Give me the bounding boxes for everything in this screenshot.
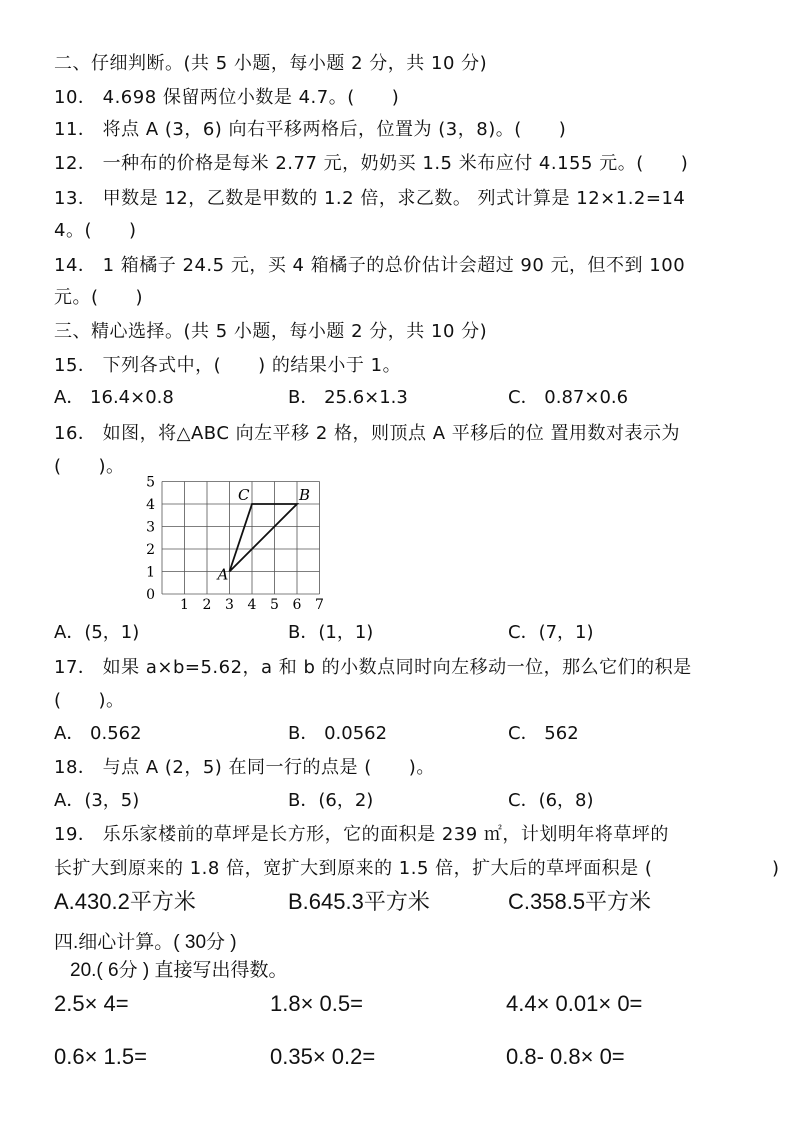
- question-19-close-paren: ): [772, 858, 780, 879]
- calc-item: 4.4× 0.01× 0=: [506, 991, 643, 1016]
- question-10: 10． 4.698 保留两位小数是 4.7。( ): [54, 87, 400, 108]
- question-17-option-c: C． 562: [508, 723, 579, 744]
- x-tick-label: 3: [225, 597, 234, 613]
- question-18-stem: 18． 与点 A (2，5) 在同一行的点是 ( )。: [54, 757, 435, 778]
- y-tick-label: 3: [146, 519, 155, 536]
- x-tick-label: 6: [292, 597, 302, 613]
- question-18-option-c: C．(6，8): [508, 790, 594, 811]
- question-15-stem: 15． 下列各式中，( ) 的结果小于 1。: [54, 355, 402, 376]
- question-16-option-c: C．(7，1): [508, 622, 594, 643]
- x-tick-label: 5: [270, 597, 279, 613]
- section-4-heading: 四.细心计算。( 30分 ): [54, 932, 237, 953]
- calc-item: 1.8× 0.5=: [270, 991, 363, 1016]
- question-20-title: 20.( 6分 ) 直接写出得数。: [70, 960, 288, 981]
- x-tick-label: 1: [180, 597, 189, 613]
- question-19-option-b: B.645.3平方米: [288, 889, 430, 914]
- section-2-heading: 二、仔细判断。(共 5 小题，每小题 2 分，共 10 分): [54, 53, 488, 74]
- question-18-option-b: B．(6，2): [288, 790, 374, 811]
- vertex-label-a: A: [217, 565, 229, 584]
- calc-item: 0.8- 0.8× 0=: [506, 1044, 625, 1069]
- vertex-label-c: C: [238, 486, 250, 504]
- question-15-option-a: A． 16.4×0.8: [54, 387, 174, 408]
- vertex-label-b: B: [299, 486, 311, 504]
- question-17-option-b: B． 0.0562: [288, 723, 388, 744]
- question-16-stem-line-1: 16． 如图，将△ABC 向左平移 2 格，则顶点 A 平移后的位 置用数对表示为: [54, 423, 680, 444]
- question-19-stem-line-2: 长扩大到原来的 1.8 倍，宽扩大到原来的 1.5 倍，扩大后的草坪面积是 (: [54, 858, 653, 879]
- question-11: 11． 将点 A (3，6) 向右平移两格后，位置为 (3，8)。( ): [54, 119, 567, 140]
- triangle-abc: [230, 504, 298, 572]
- calc-item: 0.6× 1.5=: [54, 1044, 147, 1069]
- question-16-option-a: A．(5，1): [54, 622, 140, 643]
- x-tick-label: 7: [315, 597, 324, 613]
- question-15-option-c: C． 0.87×0.6: [508, 387, 629, 408]
- question-18-option-a: A．(3，5): [54, 790, 140, 811]
- question-17-option-a: A． 0.562: [54, 723, 142, 744]
- y-tick-label: 2: [146, 542, 155, 558]
- question-14-line-2: 元。( ): [54, 287, 144, 308]
- question-19-option-c: C.358.5平方米: [508, 889, 652, 914]
- calc-item: 2.5× 4=: [54, 991, 129, 1016]
- y-tick-label: 1: [146, 564, 155, 581]
- question-13-line-1: 13． 甲数是 12，乙数是甲数的 1.2 倍，求乙数。 列式计算是 12×1.2=14: [54, 188, 686, 209]
- y-tick-label: 5: [146, 476, 155, 491]
- question-19-option-a: A.430.2平方米: [54, 889, 196, 914]
- calc-item: 0.35× 0.2=: [270, 1044, 376, 1069]
- x-tick-label: 4: [247, 597, 257, 613]
- question-16-stem-line-2: ( )。: [54, 456, 125, 477]
- question-12: 12． 一种布的价格是每米 2.77 元，奶奶买 1.5 米布应付 4.155 元。( ): [54, 153, 689, 174]
- section-3-heading: 三、精心选择。(共 5 小题，每小题 2 分，共 10 分): [54, 321, 488, 342]
- question-17-stem-line-2: ( )。: [54, 690, 125, 711]
- x-tick-label: 2: [202, 597, 212, 613]
- coordinate-grid-figure: [140, 476, 330, 614]
- question-19-stem-line-1: 19． 乐乐家楼前的草坪是长方形，它的面积是 239 ㎡，计划明年将草坪的: [54, 824, 669, 845]
- y-tick-label: 4: [146, 497, 155, 513]
- question-13-line-2: 4。( ): [54, 220, 137, 241]
- question-14-line-1: 14． 1 箱橘子 24.5 元，买 4 箱橘子的总价估计会超过 90 元，但不到 100: [54, 255, 686, 276]
- origin-label: 0: [146, 587, 155, 603]
- question-17-stem-line-1: 17． 如果 a×b=5.62，a 和 b 的小数点同时向左移动一位，那么它们的积是: [54, 657, 692, 678]
- question-15-option-b: B． 25.6×1.3: [288, 387, 408, 408]
- question-16-option-b: B．(1，1): [288, 622, 374, 643]
